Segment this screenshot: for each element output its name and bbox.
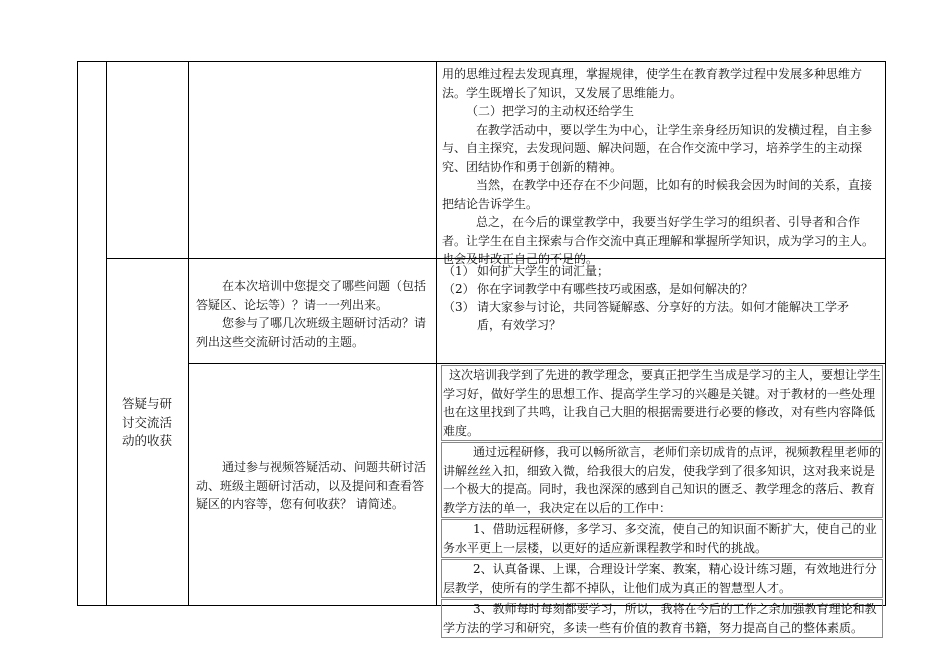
table-border-col3 [436, 61, 437, 606]
list-item [443, 298, 883, 334]
list-item-text: 你在字词教学中有哪些技巧或困惑，是如何解决的？ [477, 282, 754, 296]
answer-paragraph-2-text: 通过远程研修，我可以畅所欲言，老师们亲切成肯的点评，视频教程里老师的讲解丝丝入扣，细致入微，给我很大的启发，使我学到了很多知识，这对我来说是一个极大的提高。同时，我也深深的感到自己知识的匮乏、教学理念的落后、教育教学方法的单一，我决定在以后的工作中： [443, 445, 882, 515]
q1-prompt-cell [196, 277, 430, 351]
list-item [443, 262, 883, 280]
answer-item-2-text: 2、认真备课、上课，合理设计学案、教案，精心设计练习题，有效地进行分层教学，使所有的学生都不掉队，让他们成为真正的智慧型人才。 [443, 562, 877, 595]
answer-item-3-text: 3、教师每时每刻都要学习，所以，我将在今后的工作之余加强教育理论和教学方法的学习和研究，多读一些有价值的教育书籍，努力提高自己的整体素质。 [443, 602, 877, 635]
top-content-cell [442, 65, 882, 269]
top-paragraph-3: 当然，在教学中还存在不少问题，比如有的时候我会因为时间的关系，直接把结论告诉学生。 [442, 178, 873, 211]
table-border-col1 [106, 61, 107, 606]
answer-item-1 [441, 519, 883, 558]
top-paragraph-1: 用的思维过程去发现真理，掌握规律，使学生在教育教学过程中发展多种思维方法。学生既增长了知识，又发展了思维能力。 [442, 67, 863, 100]
answer-item-3 [441, 599, 883, 638]
q2-prompt-cell [196, 458, 432, 514]
q1-prompt-2: 您参与了哪几次班级主题研讨活动？请列出这些交流研讨活动的主题。 [196, 316, 427, 349]
q1-answers-cell [443, 262, 883, 334]
row-divider-2 [188, 363, 886, 364]
category-label-cell [106, 395, 188, 451]
q2-prompt: 通过参与视频答疑活动、问题共研讨活动、班级主题研讨活动，以及提问和查看答疑区的内容等，您有何收获？ 请简述。 [196, 460, 427, 511]
list-item-number: （1） [443, 264, 475, 278]
top-paragraph-2: 在教学活动中，要以学生为中心，让学生亲身经历知识的发横过程，自主参与、自主探究，去发现问题、解决问题，在合作交流中学习，培养学生的主动探究、团结协作和勇于创新的精神。 [442, 122, 873, 174]
table-border-right [885, 61, 886, 606]
table-border-col2 [188, 61, 189, 606]
q2-answer-cell [441, 365, 883, 639]
answer-paragraph-1 [441, 365, 883, 441]
table-border-left [77, 61, 78, 606]
top-paragraph-4: 总之，在今后的课堂教学中，我要当好学生学习的组织者、引导者和合作者。让学生在自主探索与合作交流中真正理解和掌握所学知识，成为学习的主人。也会及时改正自己的不足的。 [442, 215, 875, 266]
q1-prompt-1: 在本次培训中您提交了哪些问题（包括答疑区、论坛等）？请一一列出来。 [196, 279, 427, 312]
answer-item-1-text: 1、借助远程研修，多学习、多交流，使自己的知识面不断扩大，使自己的业务水平更上一层楼，以更好的适应新课程教学和时代的挑战。 [443, 522, 877, 555]
list-item-number: （3） [443, 300, 475, 314]
list-item-text: 请大家参与讨论，共同答疑解惑、分享好的方法。如何才能解决工学矛盾，有效学习？ [477, 300, 850, 332]
list-item-number: （2） [443, 282, 475, 296]
list-item-text: 如何扩大学生的词汇量； [477, 264, 610, 278]
answer-paragraph-1-text: 这次培训我学到了先进的教学理念，要真正把学生当成是学习的主人，要想让学生学习好，做好学生的思想工作、提高学生学习的兴趣是关键。对于教材的一些处理也在这里找到了共鸣，让我自己大胆的根据需要进行必要的修改，对有些内容降低难度。 [443, 368, 882, 438]
category-label: 答疑与研讨交流活动的收获 [121, 396, 172, 448]
answer-paragraph-2 [441, 442, 883, 518]
table-border-top [77, 61, 886, 62]
answer-item-2 [441, 559, 883, 598]
list-item [443, 280, 883, 298]
section-heading: （二）把学习的主动权还给学生 [466, 104, 635, 118]
